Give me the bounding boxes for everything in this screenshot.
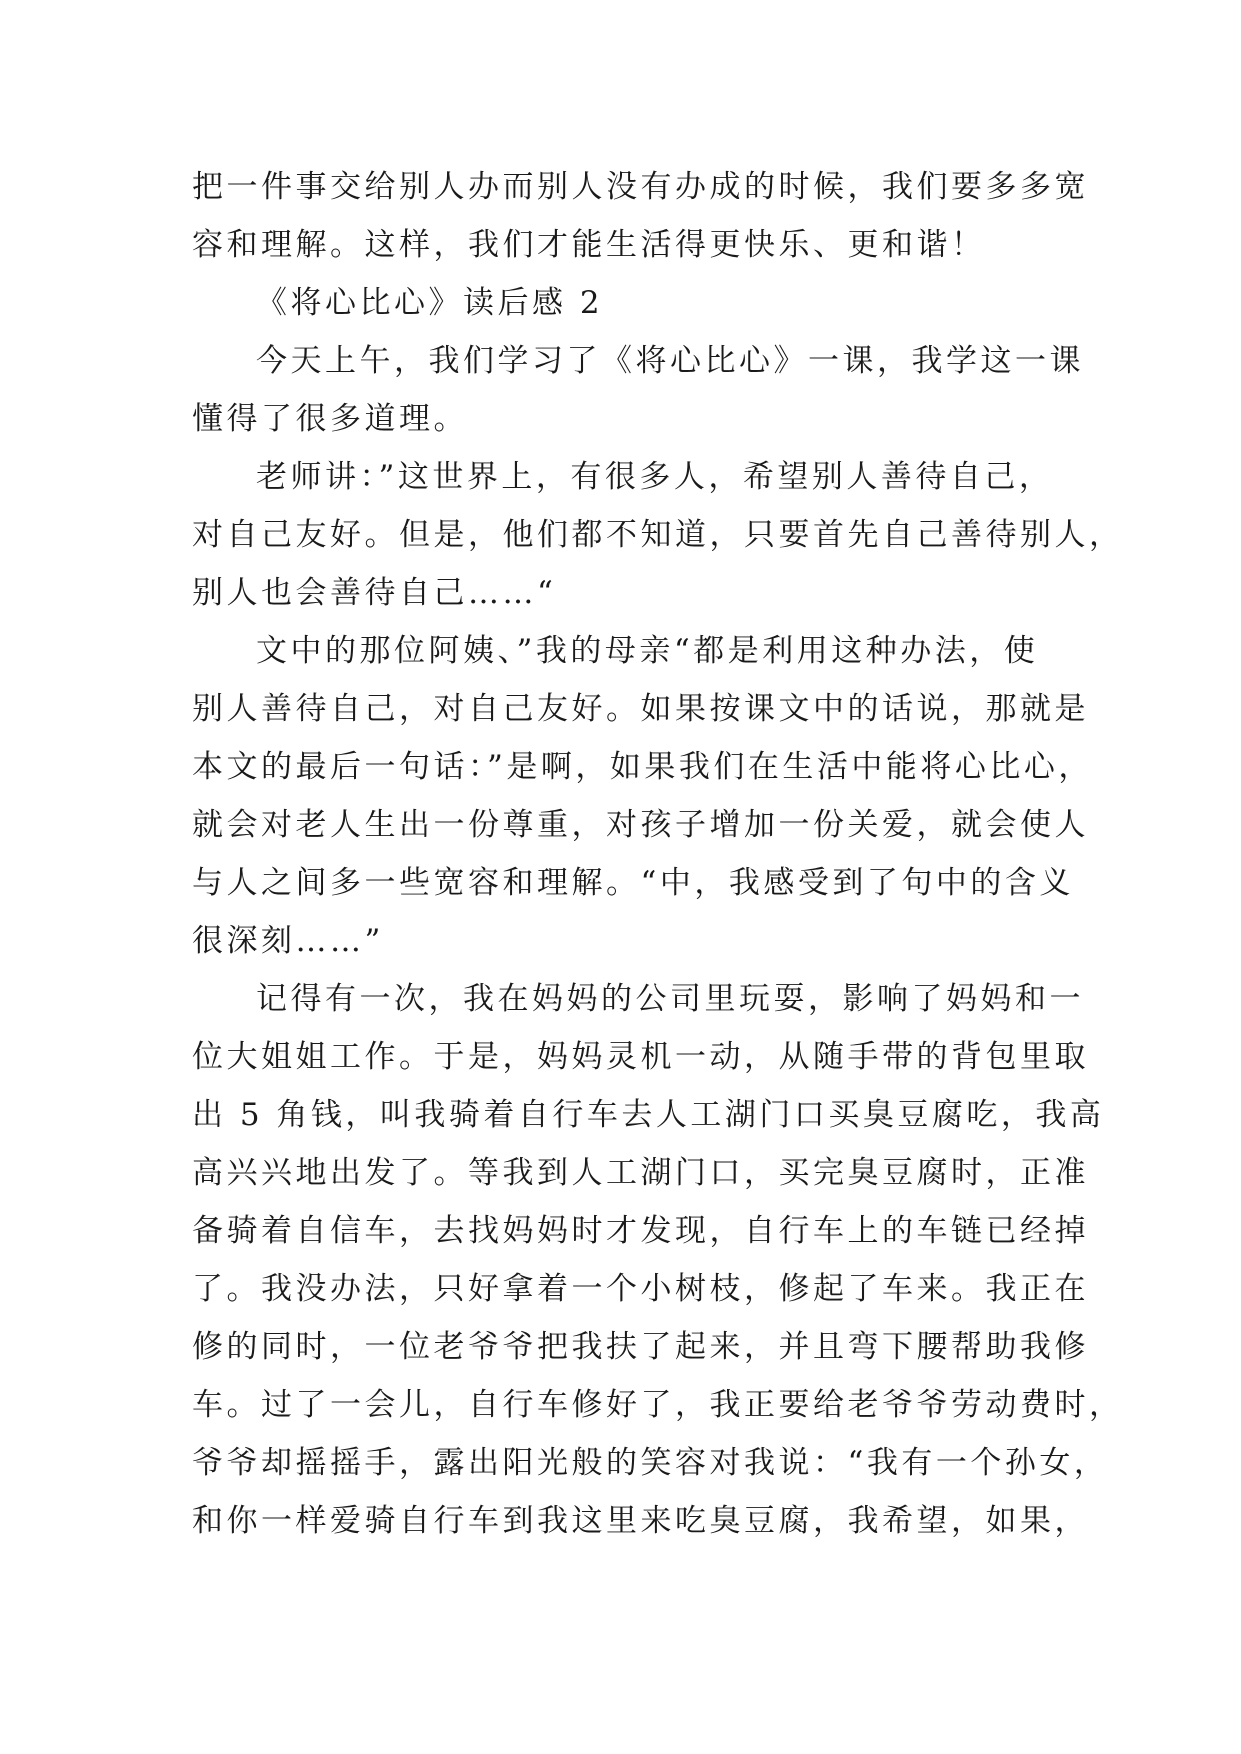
text-line: 记得有一次，我在妈妈的公司里玩耍，影响了妈妈和一 [256,981,1084,1017]
text-line: 车。过了一会儿，自行车修好了，我正要给老爷爷劳动费时， [192,1387,1124,1423]
text-line: 把一件事交给别人办而别人没有办成的时候，我们要多多宽 [192,169,1089,205]
text-line: 本文的最后一句话：”是啊，如果我们在生活中能将心比心， [192,749,1093,785]
section-heading: 《将心比心》读后感 2 [256,285,604,321]
text-line: 高兴兴地出发了。等我到人工湖门口，买完臭豆腐时，正准 [192,1155,1089,1191]
text-line: 容和理解。这样，我们才能生活得更快乐、更和谐！ [192,227,986,263]
text-line: 就会对老人生出一份尊重，对孩子增加一份关爱，就会使人 [192,807,1089,843]
text-line: 备骑着自信车，去找妈妈时才发现，自行车上的车链已经掉 [192,1213,1089,1249]
text-line: 别人也会善待自己……“ [192,575,557,611]
text-line: 文中的那位阿姨、”我的母亲“都是利用这种办法，使 [256,633,1039,669]
text-line: 了。我没办法，只好拿着一个小树枝，修起了车来。我正在 [192,1271,1089,1307]
text-line: 出 5 角钱，叫我骑着自行车去人工湖门口买臭豆腐吃，我高 [192,1097,1105,1133]
text-line: 老师讲：”这世界上，有很多人，希望别人善待自己， [256,459,1054,495]
text-line: 爷爷却摇摇手，露出阳光般的笑容对我说：“我有一个孙女， [192,1445,1109,1481]
text-line: 别人善待自己，对自己友好。如果按课文中的话说，那就是 [192,691,1089,727]
text-line: 位大姐姐工作。于是，妈妈灵机一动，从随手带的背包里取 [192,1039,1089,1075]
text-line: 今天上午，我们学习了《将心比心》一课，我学这一课 [256,343,1084,379]
text-line: 和你一样爱骑自行车到我这里来吃臭豆腐，我希望，如果， [192,1503,1089,1539]
document-body [192,158,1124,1550]
text-line: 很深刻……” [192,923,384,959]
text-line: 与人之间多一些宽容和理解。“中，我感受到了句中的含义 [192,865,1074,901]
text-line: 对自己友好。但是，他们都不知道，只要首先自己善待别人， [192,517,1124,553]
text-line: 懂得了很多道理。 [192,401,468,437]
text-line: 修的同时，一位老爷爷把我扶了起来，并且弯下腰帮助我修 [192,1329,1089,1365]
